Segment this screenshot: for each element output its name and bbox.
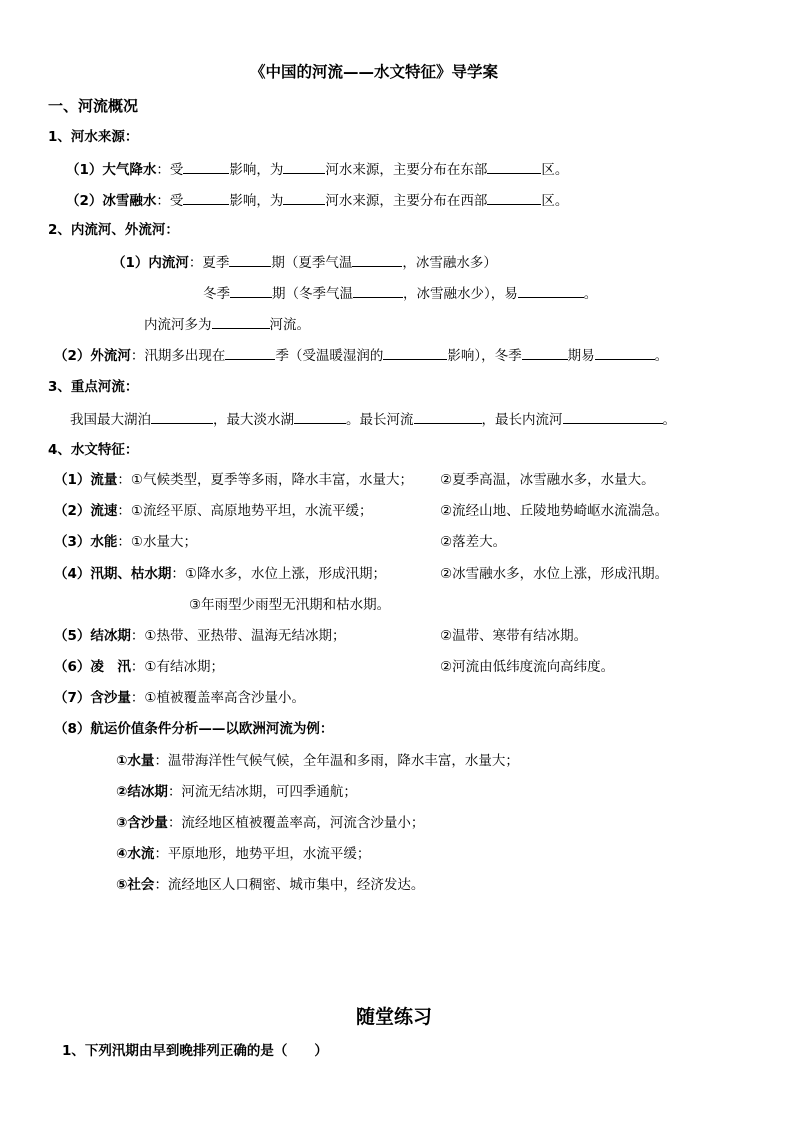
blank[interactable] — [283, 158, 325, 174]
q4-row-4b: ②冰雪融水多，水位上涨，形成汛期。 — [440, 566, 669, 582]
q4-row-2b: ②流经山地、丘陵地势崎岖水流湍急。 — [440, 503, 669, 519]
q1-heading: 1、河水来源： — [48, 129, 139, 145]
q2-inflow-summer: （1）内流河：夏季 期（夏季气温 ，冰雪融水多） — [112, 251, 497, 273]
blank[interactable] — [383, 344, 447, 360]
q3-heading: 3、重点河流： — [48, 379, 139, 395]
q4-row-3b: ②落差大。 — [440, 534, 507, 550]
practice-question-1: 1、下列汛期由早到晚排列正确的是（ ） — [62, 1043, 328, 1059]
q2-inflow-note: 内流河多为 河流。 — [144, 313, 310, 335]
page-title: 《中国的河流——水文特征》导学案 — [250, 63, 499, 81]
q4-row-4c: ③年雨型少雨型无汛期和枯水期。 — [189, 597, 391, 613]
blank[interactable] — [487, 189, 541, 205]
blank[interactable] — [183, 158, 229, 174]
q4-row-5: （5）结冰期：①热带、亚热带、温海无结冰期； — [54, 628, 346, 644]
section-heading: 一、河流概况 — [48, 97, 139, 115]
blank[interactable] — [487, 158, 541, 174]
blank[interactable] — [353, 282, 403, 298]
q4-row-1: （1）流量：①气候类型，夏季等多雨，降水丰富，水量大； — [54, 472, 414, 488]
q2-inflow-winter: 冬季 期（冬季气温 ，冰雪融水少），易 。 — [203, 282, 597, 304]
q4-row-2: （2）流速：①流经平原、高原地势平坦，水流平缓； — [54, 503, 373, 519]
nav-item-2: ②结冰期：河流无结冰期，可四季通航； — [116, 784, 357, 800]
q1-line-a: （1）大气降水：受 影响，为 河水来源，主要分布在东部 区。 — [66, 158, 568, 180]
blank[interactable] — [563, 408, 663, 424]
blank[interactable] — [183, 189, 229, 205]
q1-line-b: （2）冰雪融水：受 影响，为 河水来源，主要分布在西部 区。 — [66, 189, 568, 211]
blank[interactable] — [212, 313, 270, 329]
label: （1）大气降水 — [66, 162, 157, 178]
q4-row-4: （4）汛期、枯水期：①降水多，水位上涨，形成汛期； — [54, 566, 387, 582]
practice-heading: 随堂练习 — [356, 1006, 433, 1028]
nav-item-5: ⑤社会：流经地区人口稠密、城市集中，经济发达。 — [116, 877, 425, 893]
q4-row-1b: ②夏季高温，冰雪融水多，水量大。 — [440, 472, 655, 488]
q4-row-3: （3）水能：①水量大； — [54, 534, 198, 550]
blank[interactable] — [225, 344, 275, 360]
label: （2）外流河 — [54, 348, 131, 364]
blank[interactable] — [230, 282, 272, 298]
nav-item-3: ③含沙量：流经地区植被覆盖率高，河流含沙量小； — [116, 815, 425, 831]
blank[interactable] — [229, 251, 271, 267]
blank[interactable] — [522, 344, 568, 360]
q4-heading: 4、水文特征： — [48, 442, 139, 458]
q3-line: 我国最大湖泊 ，最大淡水湖 。最长河流 ，最长内流河 。 — [70, 408, 676, 430]
blank[interactable] — [518, 282, 584, 298]
q4-row-7: （7）含沙量：①植被覆盖率高含沙量小。 — [54, 690, 306, 706]
blank[interactable] — [595, 344, 655, 360]
label: （2）冰雪融水 — [66, 193, 157, 209]
q4-row-8: （8）航运价值条件分析——以欧洲河流为例： — [54, 721, 334, 737]
q4-row-6: （6）凌 汛：①有结冰期； — [54, 659, 225, 675]
blank[interactable] — [151, 408, 213, 424]
q4-row-5b: ②温带、寒带有结冰期。 — [440, 628, 588, 644]
q4-row-6b: ②河流由低纬度流向高纬度。 — [440, 659, 615, 675]
nav-item-4: ④水流：平原地形，地势平坦，水流平缓； — [116, 846, 371, 862]
blank[interactable] — [414, 408, 482, 424]
blank[interactable] — [283, 189, 325, 205]
q2-heading: 2、内流河、外流河： — [48, 222, 179, 238]
blank[interactable] — [352, 251, 402, 267]
blank[interactable] — [294, 408, 346, 424]
q2-outflow: （2）外流河：汛期多出现在 季（受温暖湿润的 影响），冬季 期易 。 — [54, 344, 668, 366]
label: （1）内流河 — [112, 255, 189, 271]
nav-item-1: ①水量：温带海洋性气候气候，全年温和多雨，降水丰富，水量大； — [116, 753, 519, 769]
